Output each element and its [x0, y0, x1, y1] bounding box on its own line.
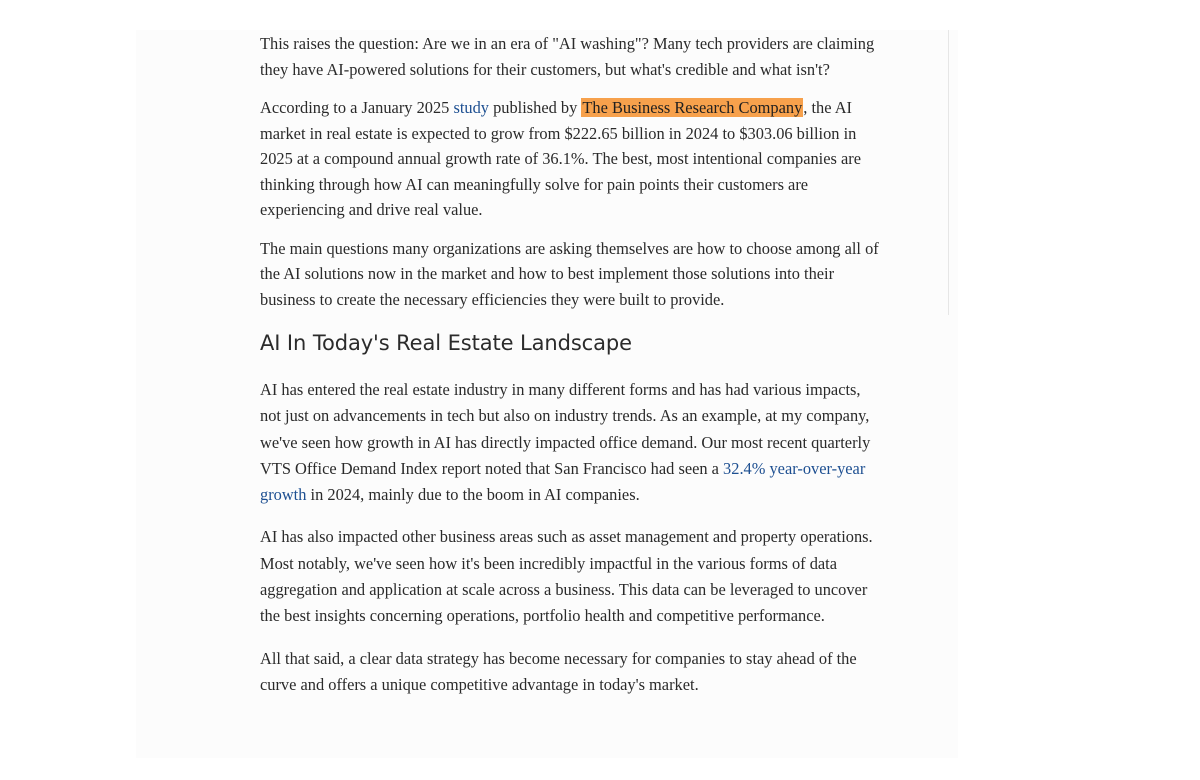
office-demand-paragraph [260, 377, 884, 508]
asset-management-paragraph: AI has also impacted other business areas such as asset management and property operations. Most notably, we've seen how it's been incredibly impactful in the various forms of data aggregation and application at scale across a business. This data can be leveraged to uncover the best insights concerning operations, portfolio health and competitive performance. [260, 527, 873, 626]
study-paragraph [260, 95, 884, 223]
sidebar-divider [948, 30, 949, 315]
growth-link[interactable]: 32.4% year-over-year growth [260, 458, 866, 505]
section-heading: AI In Today's Real Estate Landscape [260, 331, 632, 355]
study-text-middle: published by [488, 98, 582, 117]
landscape-section [260, 328, 884, 698]
study-link[interactable]: study [453, 98, 489, 117]
office-demand-text-before: AI has entered the real estate industry in many different forms and has had various impacts, not just on advancements in tech but also on industry trends. As an example, at my company, we've seen how growth in AI has directly impacted office demand. Our most recent quarterly VTS Office Demand Index report noted that San Francisco had seen a [260, 380, 871, 478]
data-strategy-paragraph: All that said, a clear data strategy has become necessary for companies to stay ahead of the curve and offers a unique competitive advantage in today's market. [260, 648, 857, 694]
article-body [260, 31, 884, 698]
intro-paragraph: This raises the question: Are we in an era of "AI washing"? Many tech providers are claiming they have AI-powered solutions for their customers, but what's credible and what isn't? [260, 34, 875, 79]
highlighted-source[interactable]: The Business Research Company [582, 98, 803, 117]
study-text-before: According to a January 2025 [260, 98, 454, 117]
questions-paragraph: The main questions many organizations are asking themselves are how to choose among all of the AI solutions now in the market and how to best implement those solutions into their business to create the necessary efficiencies they were built to provide. [260, 238, 879, 309]
study-text-after: , the AI market in real estate is expected to grow from $222.65 billion in 2024 to $303.06 billion in 2025 at a compound annual growth rate of 36.1%. The best, most intentional companies are thinking through how AI can meaningfully solve for pain points their customers are experiencing and drive real value. [260, 98, 861, 219]
office-demand-text-after: in 2024, mainly due to the boom in AI companies. [306, 485, 640, 505]
